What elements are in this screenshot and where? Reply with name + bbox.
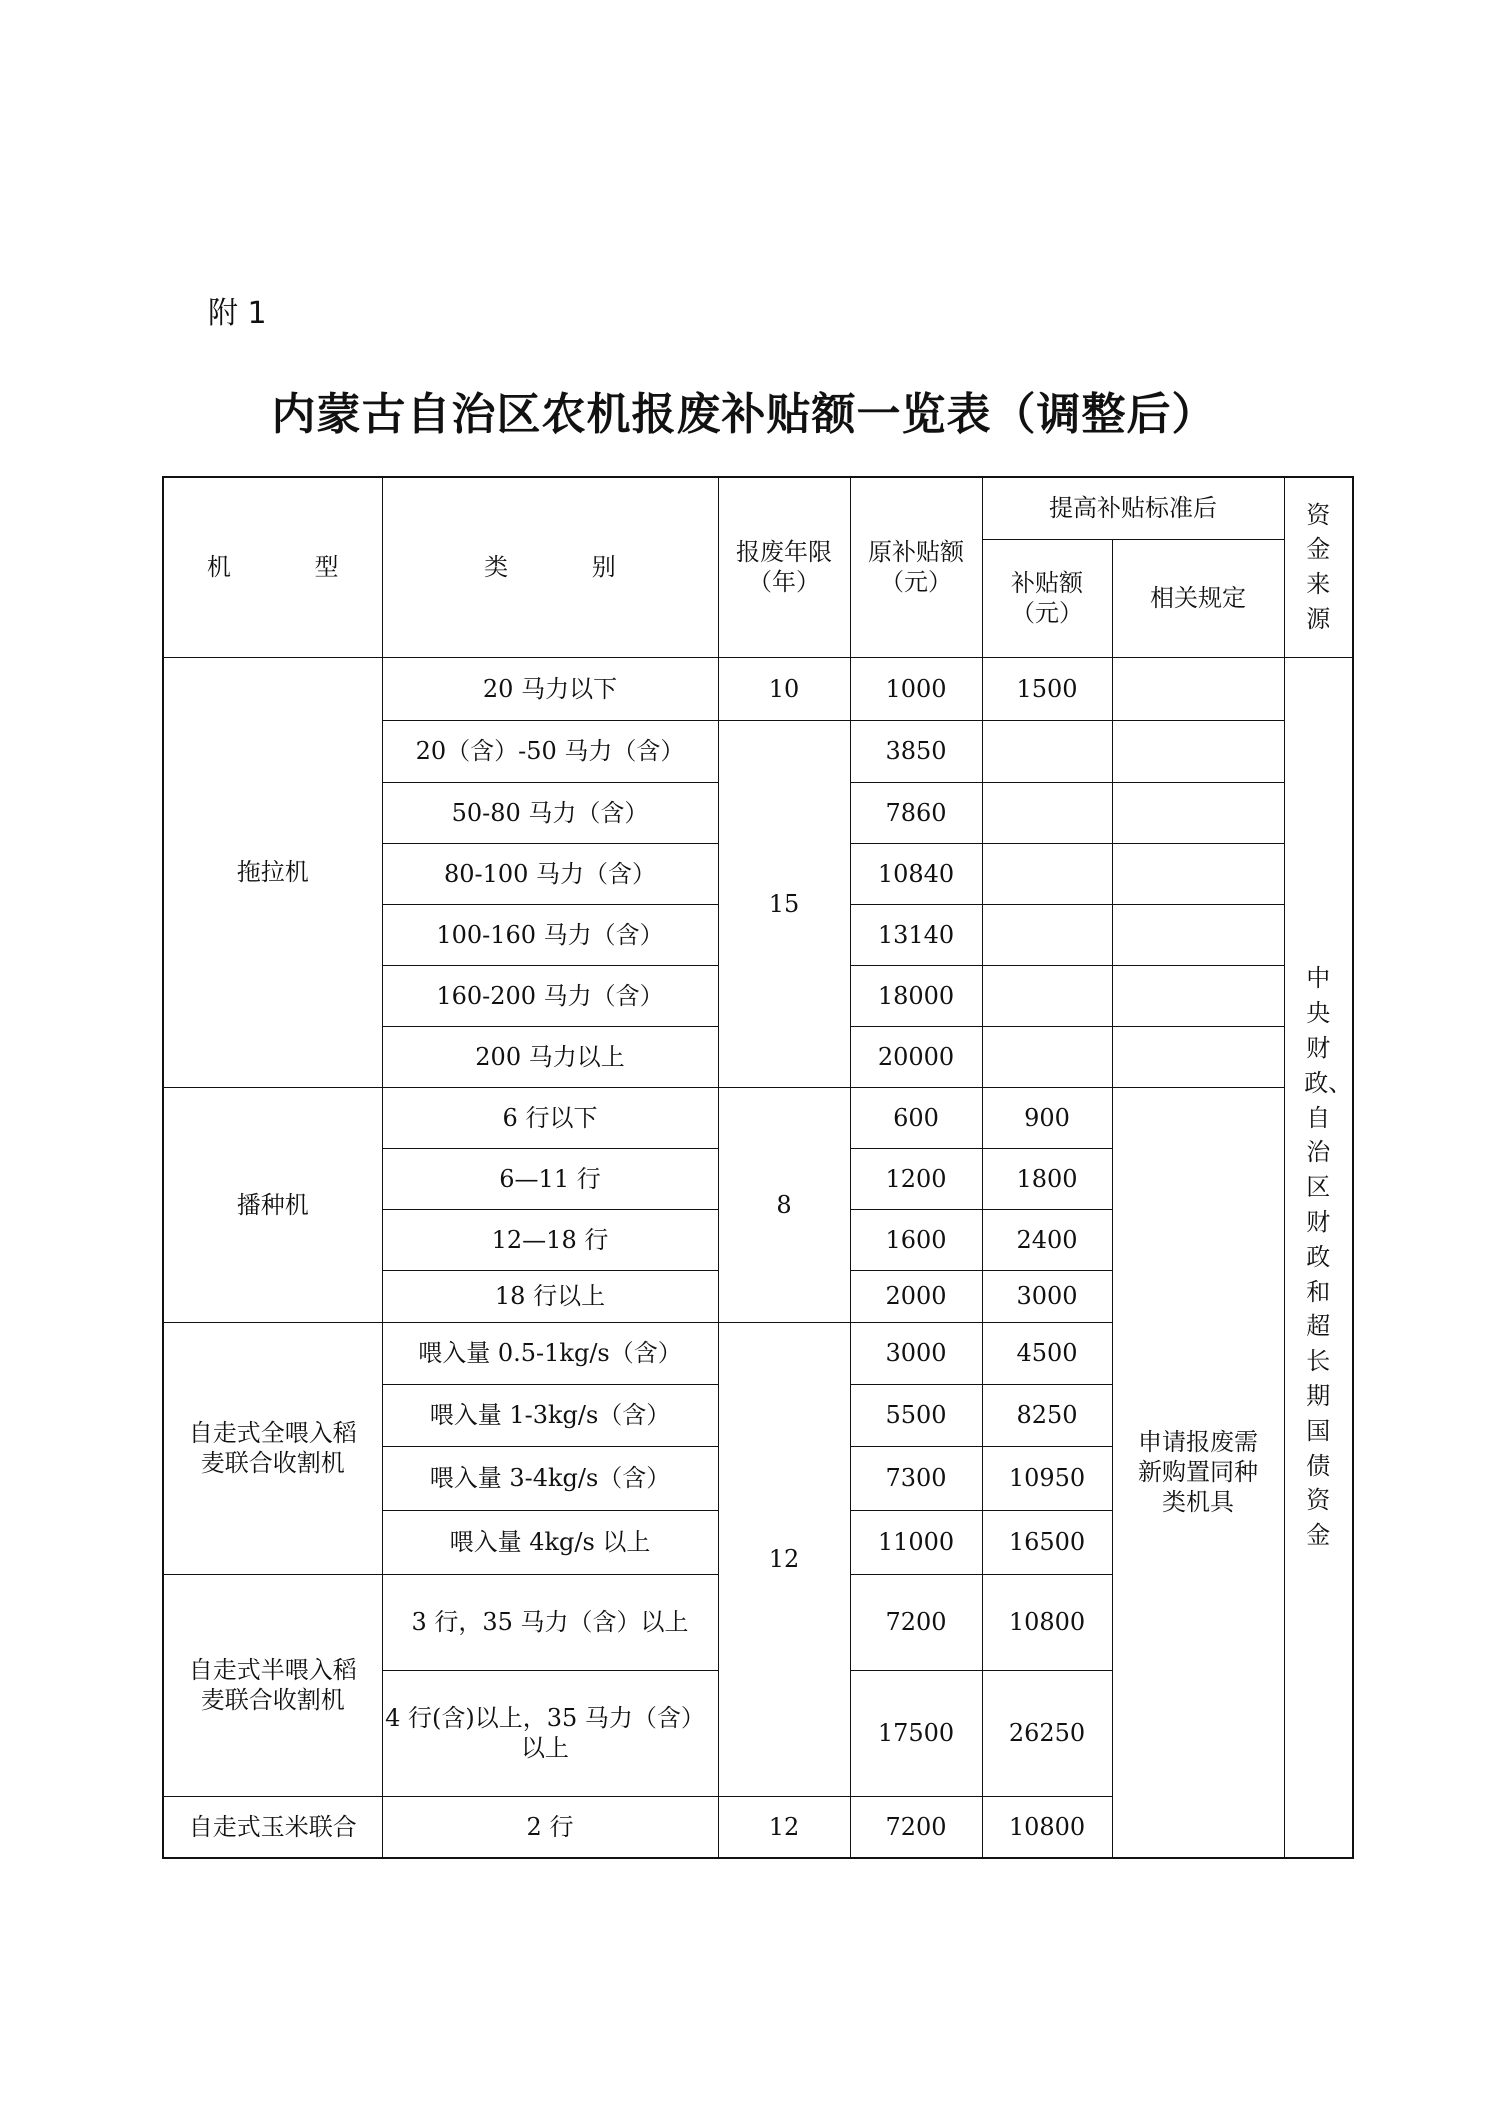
new-cell	[982, 904, 1112, 965]
category-cell: 喂入量 0.5-1kg/s（含）	[382, 1322, 718, 1384]
new-cell	[982, 782, 1112, 843]
category-cell: 2 行	[382, 1796, 718, 1858]
regulation-cell	[1112, 904, 1284, 965]
new-cell: 1800	[982, 1148, 1112, 1209]
subsidy-table	[162, 476, 1354, 1859]
regulation-cell	[1112, 1026, 1284, 1087]
category-cell: 6 行以下	[382, 1087, 718, 1148]
model-full-feed-harvester: 自走式全喂入稻麦联合收割机	[163, 1322, 382, 1574]
category-cell: 20（含）-50 马力（含）	[382, 720, 718, 782]
original-cell: 20000	[850, 1026, 982, 1087]
category-cell: 80-100 马力（含）	[382, 843, 718, 904]
years-harvester: 12	[718, 1322, 850, 1796]
category-cell: 160-200 马力（含）	[382, 965, 718, 1026]
category-cell: 100-160 马力（含）	[382, 904, 718, 965]
new-cell: 10950	[982, 1446, 1112, 1510]
category-cell: 18 行以上	[382, 1270, 718, 1322]
new-cell: 4500	[982, 1322, 1112, 1384]
table-row	[163, 657, 1353, 720]
header-years: 报废年限（年）	[718, 477, 850, 657]
new-cell: 3000	[982, 1270, 1112, 1322]
header-row-top	[163, 477, 1353, 539]
document-title: 内蒙古自治区农机报废补贴额一览表（调整后）	[271, 389, 1217, 440]
original-cell: 7200	[850, 1796, 982, 1858]
new-cell: 2400	[982, 1209, 1112, 1270]
category-cell: 12—18 行	[382, 1209, 718, 1270]
original-cell: 7860	[850, 782, 982, 843]
category-cell: 喂入量 4kg/s 以上	[382, 1510, 718, 1574]
header-model: 机 型	[163, 477, 382, 657]
original-cell: 1200	[850, 1148, 982, 1209]
original-cell: 2000	[850, 1270, 982, 1322]
original-cell: 7300	[850, 1446, 982, 1510]
category-cell: 喂入量 1-3kg/s（含）	[382, 1384, 718, 1446]
model-tractor: 拖拉机	[163, 657, 382, 1087]
years-cell: 10	[718, 657, 850, 720]
header-new-subsidy: 补贴额（元）	[982, 539, 1112, 657]
regulation-cell	[1112, 657, 1284, 720]
category-cell: 3 行，35 马力（含）以上	[382, 1574, 718, 1670]
new-cell: 900	[982, 1087, 1112, 1148]
years-cell: 12	[718, 1796, 850, 1858]
original-cell: 1600	[850, 1209, 982, 1270]
table-row	[163, 1087, 1353, 1148]
original-cell: 18000	[850, 965, 982, 1026]
category-cell: 50-80 马力（含）	[382, 782, 718, 843]
new-cell	[982, 843, 1112, 904]
header-original-subsidy: 原补贴额（元）	[850, 477, 982, 657]
new-cell: 16500	[982, 1510, 1112, 1574]
new-cell	[982, 965, 1112, 1026]
new-cell: 1500	[982, 657, 1112, 720]
original-cell: 10840	[850, 843, 982, 904]
original-cell: 1000	[850, 657, 982, 720]
new-cell: 10800	[982, 1574, 1112, 1670]
regulation-cell	[1112, 965, 1284, 1026]
original-cell: 3000	[850, 1322, 982, 1384]
category-cell: 200 马力以上	[382, 1026, 718, 1087]
original-cell: 7200	[850, 1574, 982, 1670]
original-cell: 3850	[850, 720, 982, 782]
model-half-feed-harvester: 自走式半喂入稻麦联合收割机	[163, 1574, 382, 1796]
category-cell: 喂入量 3-4kg/s（含）	[382, 1446, 718, 1510]
new-cell: 8250	[982, 1384, 1112, 1446]
model-seeder: 播种机	[163, 1087, 382, 1322]
regulation-cell	[1112, 720, 1284, 782]
original-cell: 13140	[850, 904, 982, 965]
years-tractor: 15	[718, 720, 850, 1087]
original-cell: 11000	[850, 1510, 982, 1574]
attachment-label: 附 1	[208, 296, 267, 331]
new-cell: 26250	[982, 1670, 1112, 1796]
category-cell: 20 马力以下	[382, 657, 718, 720]
new-cell	[982, 720, 1112, 782]
header-category: 类 别	[382, 477, 718, 657]
original-cell: 17500	[850, 1670, 982, 1796]
new-cell: 10800	[982, 1796, 1112, 1858]
category-cell: 4 行(含)以上，35 马力（含）以上	[382, 1670, 718, 1796]
category-cell: 6—11 行	[382, 1148, 718, 1209]
header-raised-group: 提高补贴标准后	[982, 477, 1284, 539]
original-cell: 600	[850, 1087, 982, 1148]
regulation-cell	[1112, 782, 1284, 843]
fund-source-cell: 中央财政、自治区财政和超长期国债资金	[1284, 657, 1353, 1858]
header-fund-source: 资金来源	[1284, 477, 1353, 657]
regulation-note: 申请报废需新购置同种类机具	[1112, 1087, 1284, 1858]
original-cell: 5500	[850, 1384, 982, 1446]
header-regulations: 相关规定	[1112, 539, 1284, 657]
new-cell	[982, 1026, 1112, 1087]
regulation-cell	[1112, 843, 1284, 904]
model-corn-harvester: 自走式玉米联合	[163, 1796, 382, 1858]
years-seeder: 8	[718, 1087, 850, 1322]
